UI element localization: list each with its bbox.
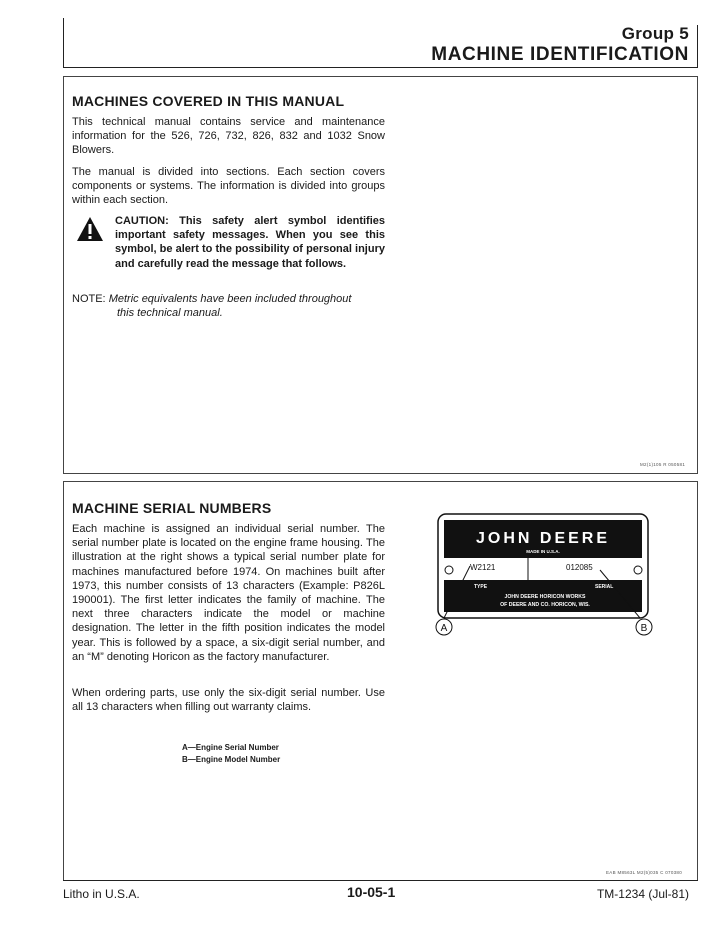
section-heading: MACHINE SERIAL NUMBERS [72, 500, 272, 516]
serial-number-plate-illustration [430, 512, 655, 642]
plate-type-label: TYPE [474, 584, 488, 590]
note-label: NOTE: [72, 293, 106, 305]
plate-serial-label: SERIAL [595, 584, 614, 590]
page-number: 10-05-1 [347, 884, 396, 900]
section-heading: MACHINES COVERED IN THIS MANUAL [72, 93, 345, 109]
header-left-rule [63, 18, 64, 68]
note [72, 292, 385, 320]
plate-brand: JOHN DEERE [475, 530, 611, 547]
safety-alert-icon [76, 216, 104, 242]
header-bottom-rule [63, 67, 698, 68]
paragraph: This technical manual contains service and maintenance information for the 526, 726, 732, 826, 832 and 1032 Snow Blowers. [72, 116, 385, 157]
note-text-continued: this technical manual. [117, 307, 223, 320]
plate-type-value: W2121 [470, 563, 496, 572]
legend-item-a: A—Engine Serial Number [182, 743, 279, 752]
paragraph: Each machine is assigned an individual serial number. The serial number plate is located on the engine frame housing. The illustration at the right shows a typical serial number plate for machines manufactured before 1974. On machines built after 1973, this number consists of 13 characters (Example: P826L 190001). The first letter indicates the family of machine. The next three characters indicate the model or machine designation. The letter in the fifth position indicates the model year. This is followed by a space, a six-digit serial number, and an “M” denoting Horicon as the factory manufacturer. [72, 523, 385, 663]
plate-made-in: MADE IN U.S.A. [526, 549, 560, 554]
caution-message: CAUTION: This safety alert symbol identifies important safety messages. When you see this symbol, be alert to the possibility of personal injury and carefully read the message that follows. [115, 215, 385, 270]
header-right-rule [697, 25, 698, 68]
plate-works-line1: JOHN DEERE HORICON WORKS [504, 594, 586, 600]
callout-b-label: B [640, 623, 648, 634]
screw-hole-icon [445, 566, 453, 574]
page-title: MACHINE IDENTIFICATION [431, 44, 689, 65]
footer-rule [63, 880, 698, 881]
figure-legend [182, 742, 280, 766]
paragraph: When ordering parts, use only the six-digit serial number. Use all 13 characters when filling out warranty claims. [72, 687, 385, 714]
manual-reference: TM-1234 (Jul-81) [596, 887, 689, 901]
group-label: Group 5 [621, 24, 689, 43]
reference-code: M2(1)105 R 050581 [640, 462, 686, 467]
screw-hole-icon [634, 566, 642, 574]
paragraph: The manual is divided into sections. Each section covers components or systems. The information is divided into groups within each section. [72, 166, 385, 207]
plate-serial-value: 012085 [566, 563, 593, 572]
reference-code: EAB M8563L M2(5)035 C 070380 [606, 870, 683, 875]
note-text: Metric equivalents have been included throughout [108, 293, 352, 305]
footer-printing-note: Litho in U.S.A. [63, 887, 140, 901]
callout-a-label: A [440, 623, 448, 634]
plate-works-line2: OF DEERE AND CO. HORICON, WIS. [500, 602, 590, 608]
legend-item-b: B—Engine Model Number [182, 755, 281, 764]
